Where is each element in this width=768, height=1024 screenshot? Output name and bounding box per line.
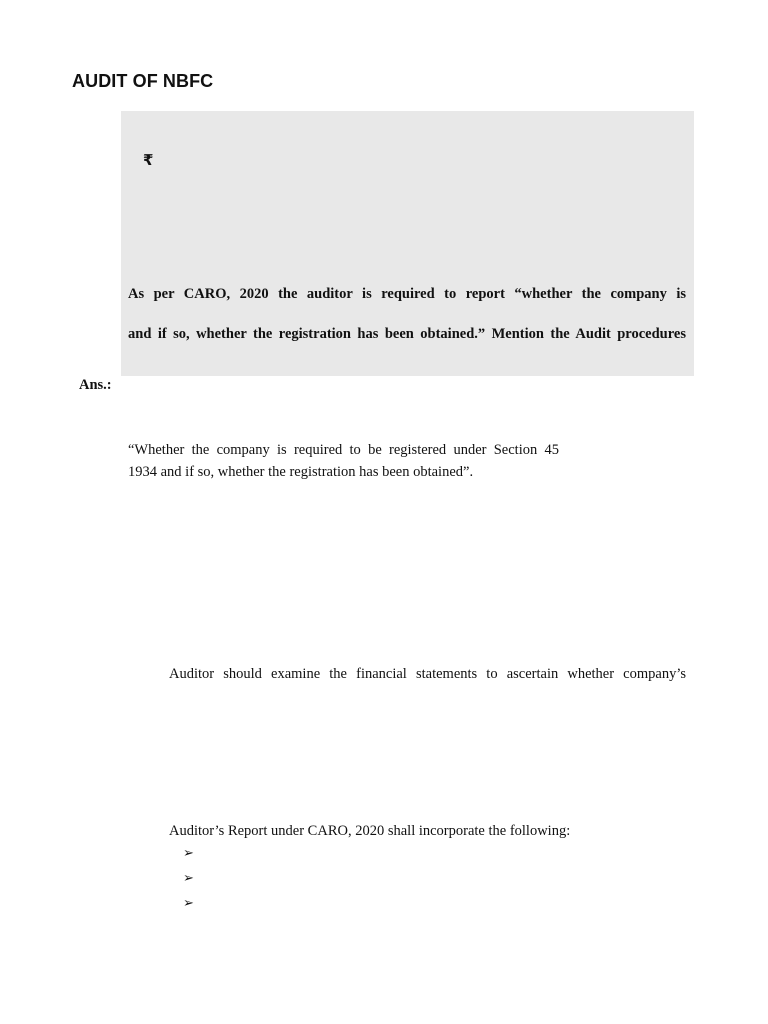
rupee-symbol: ₹ [143,151,154,169]
report-intro: Auditor’s Report under CARO, 2020 shall incorporate the following: [169,823,571,839]
procedure-paragraph-line: Auditor should examine the financial statements to ascertain whether company’s [169,666,686,682]
question-line-2: and if so, whether the registration has been obtained.” Mention the Audit procedures [128,326,686,342]
question-line-1: As per CARO, 2020 the auditor is required to report “whether the company is [128,286,686,302]
arrow-bullet-icon: ➢ [183,871,194,886]
answer-label: Ans.: [79,377,112,393]
arrow-bullet-icon: ➢ [183,896,194,911]
arrow-bullet-icon: ➢ [183,846,194,861]
page-heading: AUDIT OF NBFC [72,71,214,91]
quote-line-1: “Whether the company is required to be registered under Section 45 [128,442,559,458]
quote-line-2: 1934 and if so, whether the registration has been obtained”. [128,464,474,480]
